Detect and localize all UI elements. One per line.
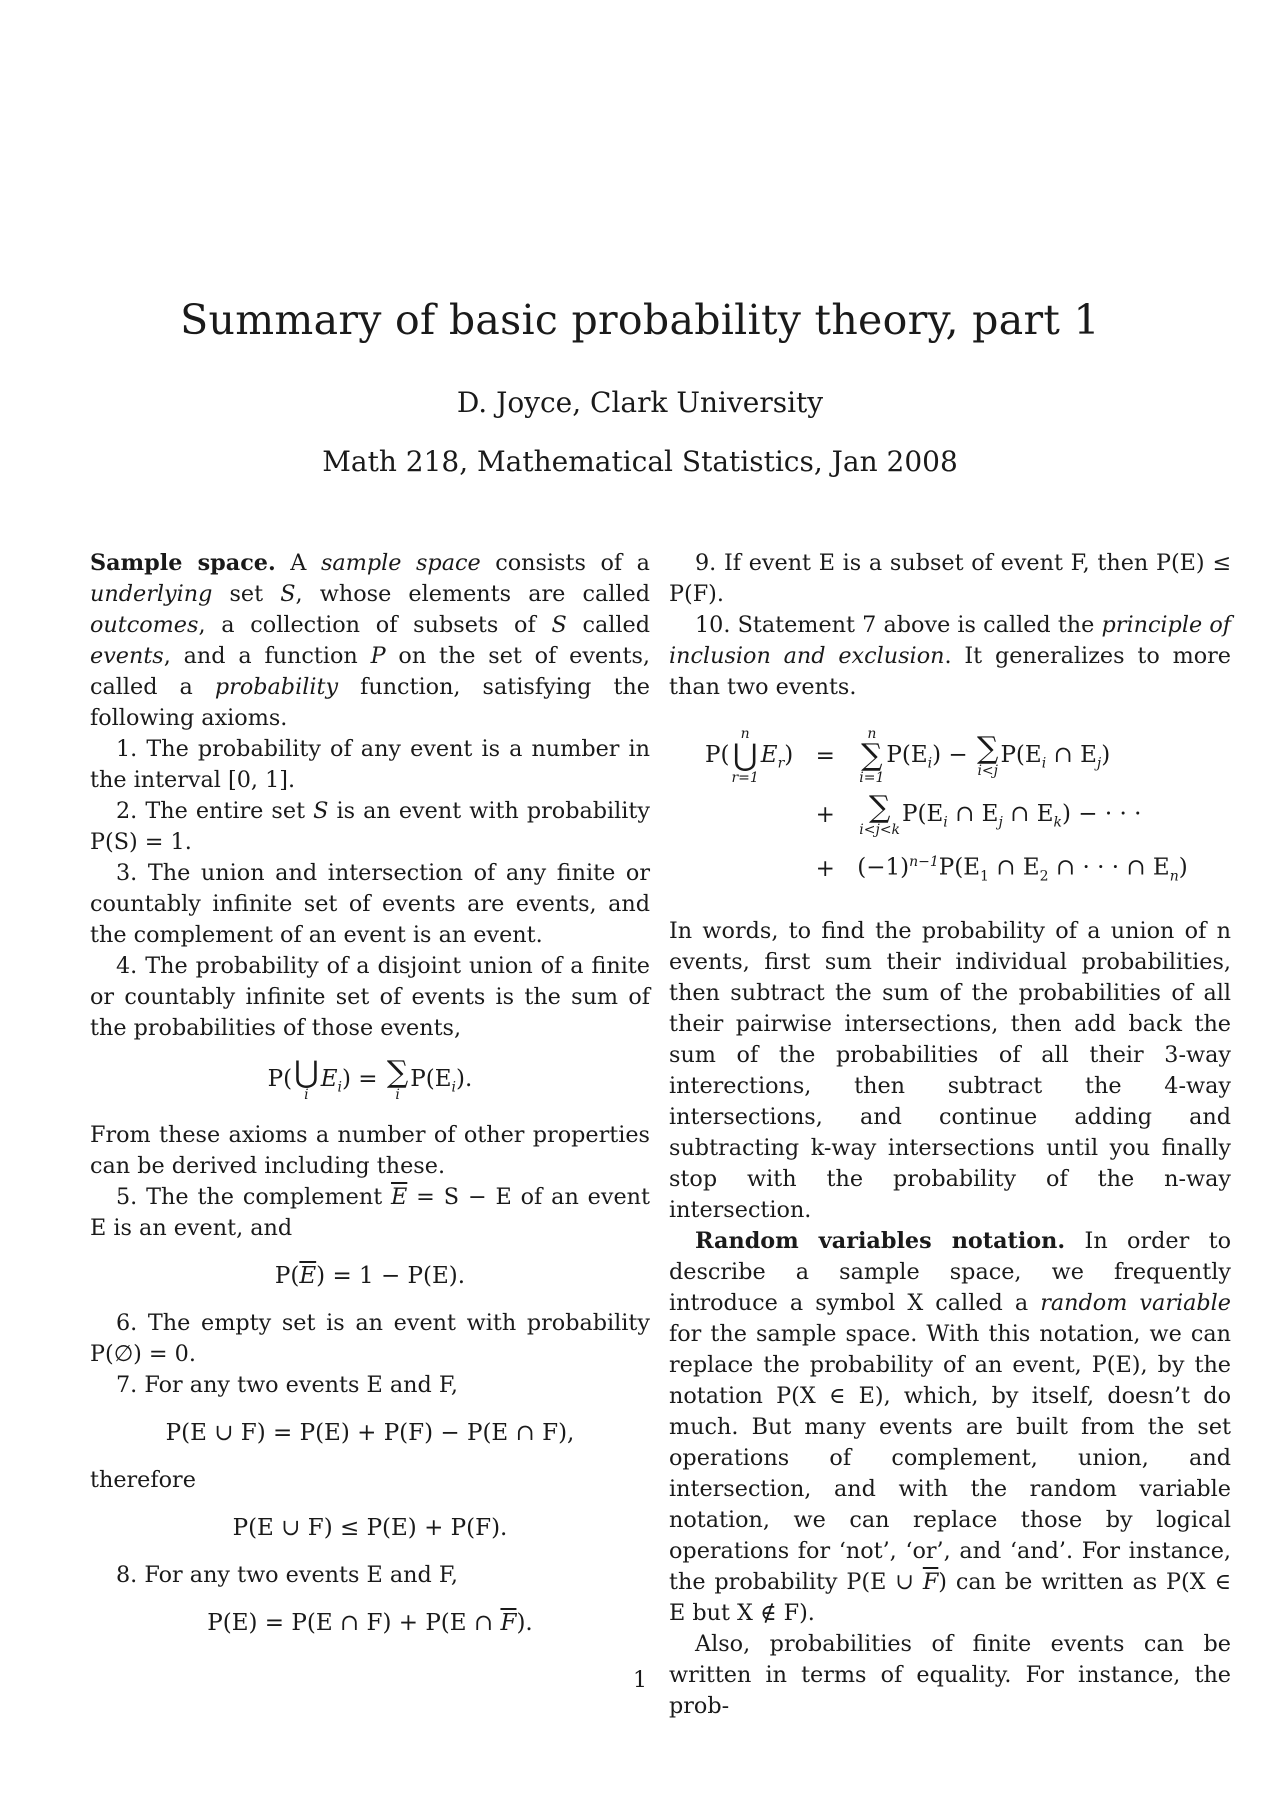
equation-inclusion-exclusion: P( n ⋃ r=1 $E_r$) = n ∑ i=1 $P(E_i)$ − ∑ i<j $P(E_i$ ∩ $E_j$) + ∑ i<j<k $P(E_i$ ∩ $E_j$ ∩ $E_k$) − · · · + $(-1)^{n-1}P(E_1$ ∩ $E_2$ ∩ · · · ∩ $E_n$): [705, 726, 1188, 884]
author-line: D. Joyce, Clark University: [456, 386, 824, 419]
property-9: 9. If event E is a subset of event F, then P(E) ≤ P(F).: [669, 550, 1231, 607]
equation-complement: $P(\overline{E}) = 1 - P(E)$.: [274, 1262, 466, 1289]
equation-partition: P(E) = P(E ∩ F) + P(E ∩ $\overline{F}$).: [207, 1609, 533, 1636]
property-6: 6. The empty set is an event with probability P(∅) = 0.: [90, 1309, 650, 1367]
axiom-3: 3. The union and intersection of any finite or countably infinite set of events are events, and the complement of an event is an event.: [90, 860, 650, 948]
property-8: 8. For any two events E and F,: [116, 1561, 458, 1588]
course-line: Math 218, Mathematical Statistics, Jan 2008: [322, 445, 958, 478]
random-variables-paragraph: Random variables notation. In order to describe a sample space, we frequently introduce a symbol X called a random variable for the sample space. With this notation, we can replace the probability of an event, P(E), by the notation P(X ∈ E), which, by itself, doesn’t do much. But many events are built from the set operations of complement, union, and intersection, and with the random variable notation, we can replace those by logical operations for ‘not’, ‘or’, and ‘and’. For instance, the probability P(E ∪ $\overline{F}$) can be written as P(X ∈ E but X ∉ F).: [669, 1227, 1232, 1626]
in-words-paragraph: In words, to find the probability of a union of n events, first sum their individual probabilities, then subtract the sum of the probabilities of all their pairwise intersections, then add back the sum of the probabilities of all their 3-way interections, then subtract the 4-way intersections, and continue adding and subtracting k-way intersections until you finally stop with the probability of the n-way intersection.: [669, 917, 1231, 1223]
sample-space-paragraph: Sample space. A sample space consists of a underlying set S, whose elements are called outcomes, a collection of subsets of S called events, and a function P on the set of events, called a probability function, satisfying the following axioms.: [90, 550, 651, 731]
axiom-4: 4. The probability of a disjoint union of a finite or countably infinite set of events is the sum of the probabilities of those events,: [90, 953, 650, 1041]
equation-countable-additivity: P( ⋃ i $E_i$) = ∑ i $P(E_i)$.: [267, 1055, 473, 1103]
property-7: 7. For any two events E and F,: [116, 1371, 458, 1398]
axiom-2: 2. The entire set S is an event with probability P(S) = 1.: [90, 798, 650, 855]
axiom-1: 1. The probability of any event is a number in the interval [0, 1].: [90, 736, 650, 793]
sample-space-heading: Sample space.: [90, 550, 276, 576]
random-variables-heading: Random variables notation.: [695, 1227, 1066, 1254]
page-number: 1: [633, 1668, 647, 1693]
paper-title: Summary of basic probability theory, part 1: [180, 296, 1100, 344]
left-column: [90, 548, 650, 1655]
derived-properties-intro: From these axioms a number of other properties can be derived including these.: [90, 1121, 650, 1179]
property-10: 10. Statement 7 above is called the principle of inclusion and exclusion. It generalizes to more than two events.: [669, 612, 1231, 700]
equation-union-bound: P(E ∪ F) ≤ P(E) + P(F).: [232, 1514, 508, 1541]
right-column: [669, 548, 1231, 1722]
finite-events-paragraph: Also, probabilities of finite events can be written in terms of equality. For instance, the prob-: [669, 1630, 1231, 1719]
equation-union: P(E ∪ F) = P(E) + P(F) − P(E ∩ F),: [165, 1419, 575, 1446]
property-5: 5. The the complement $\overline{E} = S - E$ of an event E is an event, and: [90, 1183, 650, 1241]
therefore-text: therefore: [90, 1466, 196, 1493]
